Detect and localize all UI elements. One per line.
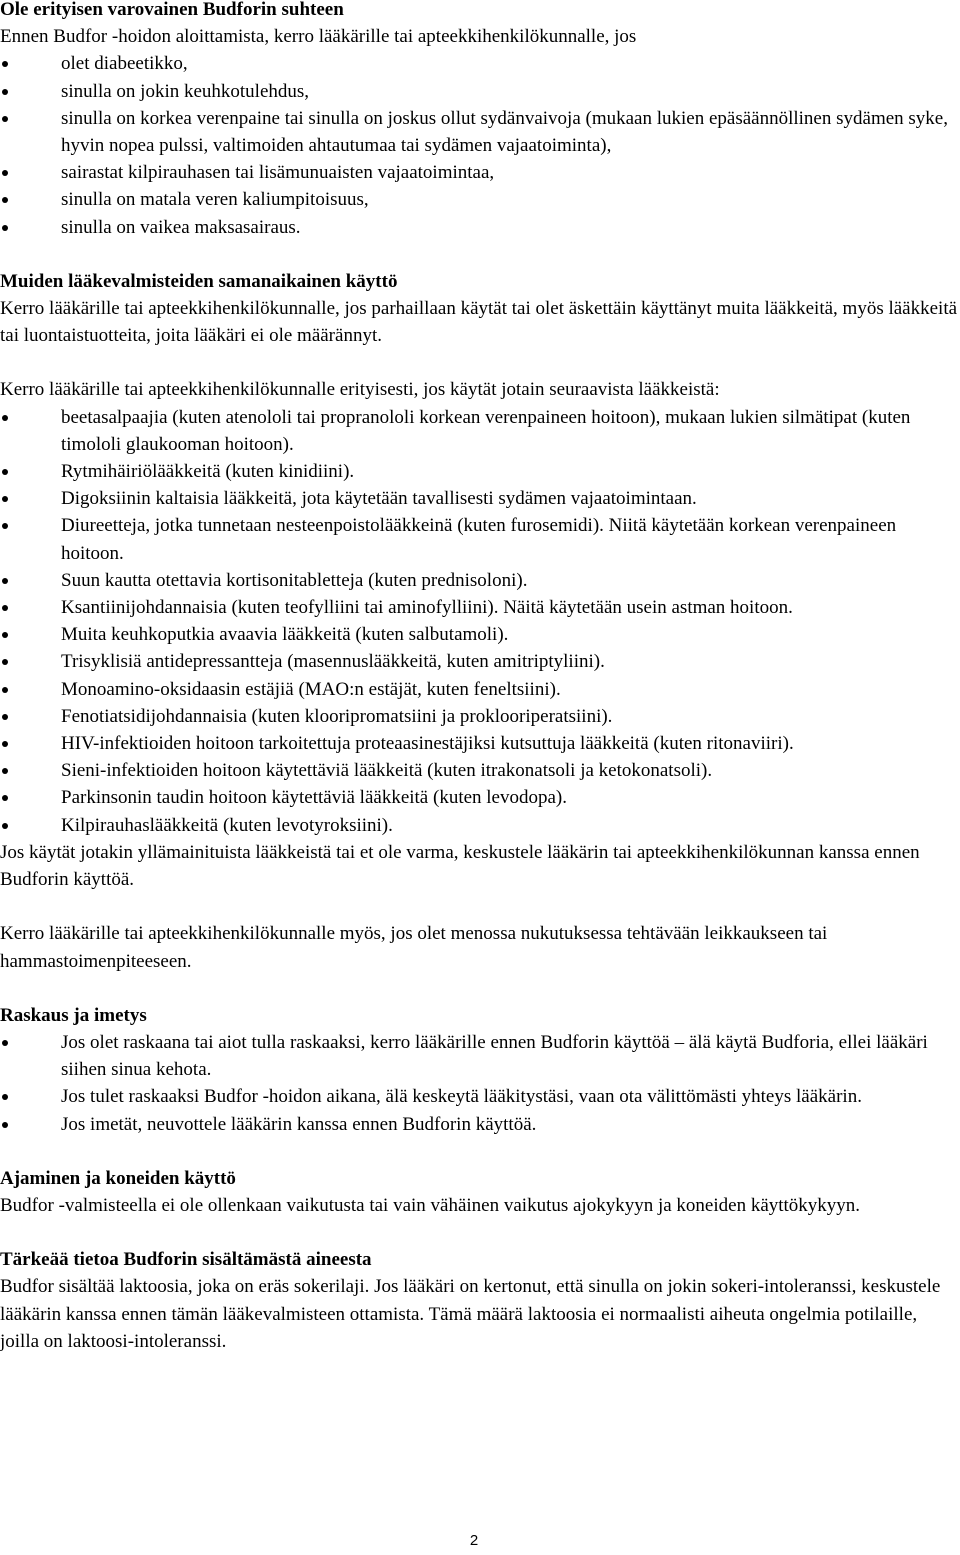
list-item: Muita keuhkoputkia avaavia lääkkeitä (kuten salbutamoli). xyxy=(0,621,958,648)
list-item: Rytmihäiriölääkkeitä (kuten kinidiini). xyxy=(0,458,958,485)
ingredient-heading: Tärkeää tietoa Budforin sisältämästä aineesta xyxy=(0,1249,372,1271)
driving-section xyxy=(0,1165,958,1219)
driving-text: Budfor -valmisteella ei ole ollenkaan vaikutusta tai vain vähäinen vaikutus ajokykyyn ja koneiden käyttökykyyn. xyxy=(0,1194,861,1216)
list-item: Suun kautta otettavia kortisonitabletteja (kuten prednisoloni). xyxy=(0,567,958,594)
list-item: Monoamino-oksidaasin estäjiä (MAO:n estäjät, kuten feneltsiini). xyxy=(0,676,958,703)
ingredient-section xyxy=(0,1246,958,1355)
list-item: HIV-infektioiden hoitoon tarkoitettuja proteaasinestäjiksi kutsuttuja lääkkeitä (kuten ritonaviiri). xyxy=(0,730,958,757)
driving-heading: Ajaminen ja koneiden käyttö xyxy=(0,1167,236,1189)
list-item: sairastat kilpirauhasen tai lisämunuaisten vajaatoimintaa, xyxy=(0,159,958,186)
interactions-paragraph-4: Kerro lääkärille tai apteekkihenkilökunnalle myös, jos olet menossa nukutuksessa tehtävään leikkaukseen tai hammastoimenpiteeseen. xyxy=(0,923,828,972)
list-item: Jos tulet raskaaksi Budfor -hoidon aikana, älä keskeytä lääkitystäsi, vaan ota välittömästi yhteys lääkärin. xyxy=(0,1083,958,1110)
list-item: Diureetteja, jotka tunnetaan nesteenpoistolääkkeinä (kuten furosemidi). Niitä käytetään korkean verenpaineen hoitoon. xyxy=(0,512,958,566)
interactions-paragraph-2: Kerro lääkärille tai apteekkihenkilökunnalle erityisesti, jos käytät jotain seuraavista lääkkeistä: xyxy=(0,379,720,401)
list-item: Ksantiinijohdannaisia (kuten teofylliini tai aminofylliini). Näitä käytetään usein astman hoitoon. xyxy=(0,594,958,621)
list-item: olet diabeetikko, xyxy=(0,50,958,77)
list-item: sinulla on matala veren kaliumpitoisuus, xyxy=(0,186,958,213)
pregnancy-heading: Raskaus ja imetys xyxy=(0,1004,147,1026)
interactions-paragraph-1: Kerro lääkärille tai apteekkihenkilökunnalle, jos parhaillaan käytät tai olet äskettäin käyttänyt muita lääkkeitä, myös lääkkeitä tai luontaistuotteita, joita lääkäri ei ole määrännyt. xyxy=(0,298,958,347)
caution-intro: Ennen Budfor -hoidon aloittamista, kerro lääkärille tai apteekkihenkilökunnalle, jos xyxy=(0,26,637,48)
page-number: 2 xyxy=(469,1532,479,1549)
interactions-heading: Muiden lääkevalmisteiden samanaikainen käyttö xyxy=(0,270,398,292)
list-item: sinulla on korkea verenpaine tai sinulla on joskus ollut sydänvaivoja (mukaan lukien epäsäännöllinen sydämen syke, hyvin nopea pulssi, valtimoiden ahtautumaa tai sydämen vajaatoiminta), xyxy=(0,105,958,159)
ingredient-text: Budfor sisältää laktoosia, joka on eräs sokerilaji. Jos lääkäri on kertonut, että sinulla on jokin sokeri-intoleranssi, keskustele lääkärin kanssa ennen tämän lääkevalmisteen ottamista. Tämä määrä laktoosia ei normaalisti aiheuta ongelmia potilaille, joilla on laktoosi-intoleranssi. xyxy=(0,1276,941,1352)
list-item: beetasalpaajia (kuten atenololi tai propranololi korkean verenpaineen hoitoon), mukaan lukien silmätipat (kuten timololi glaukooman hoitoon). xyxy=(0,404,958,458)
list-item: Sieni-infektioiden hoitoon käytettäviä lääkkeitä (kuten itrakonatsoli ja ketokonatsoli). xyxy=(0,757,958,784)
list-item: sinulla on jokin keuhkotulehdus, xyxy=(0,78,958,105)
caution-section xyxy=(0,0,958,241)
interactions-section xyxy=(0,268,958,975)
caution-heading: Ole erityisen varovainen Budforin suhteen xyxy=(0,0,344,20)
list-item: Trisyklisiä antidepressantteja (masennuslääkkeitä, kuten amitriptyliini). xyxy=(0,648,958,675)
list-item: Kilpirauhaslääkkeitä (kuten levotyroksiini). xyxy=(0,812,958,839)
list-item: Fenotiatsidijohdannaisia (kuten klooripromatsiini ja proklooriperatsiini). xyxy=(0,703,958,730)
list-item: Digoksiinin kaltaisia lääkkeitä, jota käytetään tavallisesti sydämen vajaatoimintaan. xyxy=(0,485,958,512)
pregnancy-section xyxy=(0,1002,958,1138)
pregnancy-list xyxy=(0,1029,958,1138)
list-item: sinulla on vaikea maksasairaus. xyxy=(0,214,958,241)
interactions-list xyxy=(0,404,958,839)
list-item: Jos imetät, neuvottele lääkärin kanssa ennen Budforin käyttöä. xyxy=(0,1111,958,1138)
list-item: Parkinsonin taudin hoitoon käytettäviä lääkkeitä (kuten levodopa). xyxy=(0,784,958,811)
list-item: Jos olet raskaana tai aiot tulla raskaaksi, kerro lääkärille ennen Budforin käyttöä – älä käytä Budforia, ellei lääkäri siihen sinua kehota. xyxy=(0,1029,958,1083)
caution-list xyxy=(0,50,958,240)
interactions-paragraph-3: Jos käytät jotakin yllämainituista lääkkeistä tai et ole varma, keskustele lääkärin tai apteekkihenkilökunnan kanssa ennen Budforin käyttöä. xyxy=(0,841,920,891)
